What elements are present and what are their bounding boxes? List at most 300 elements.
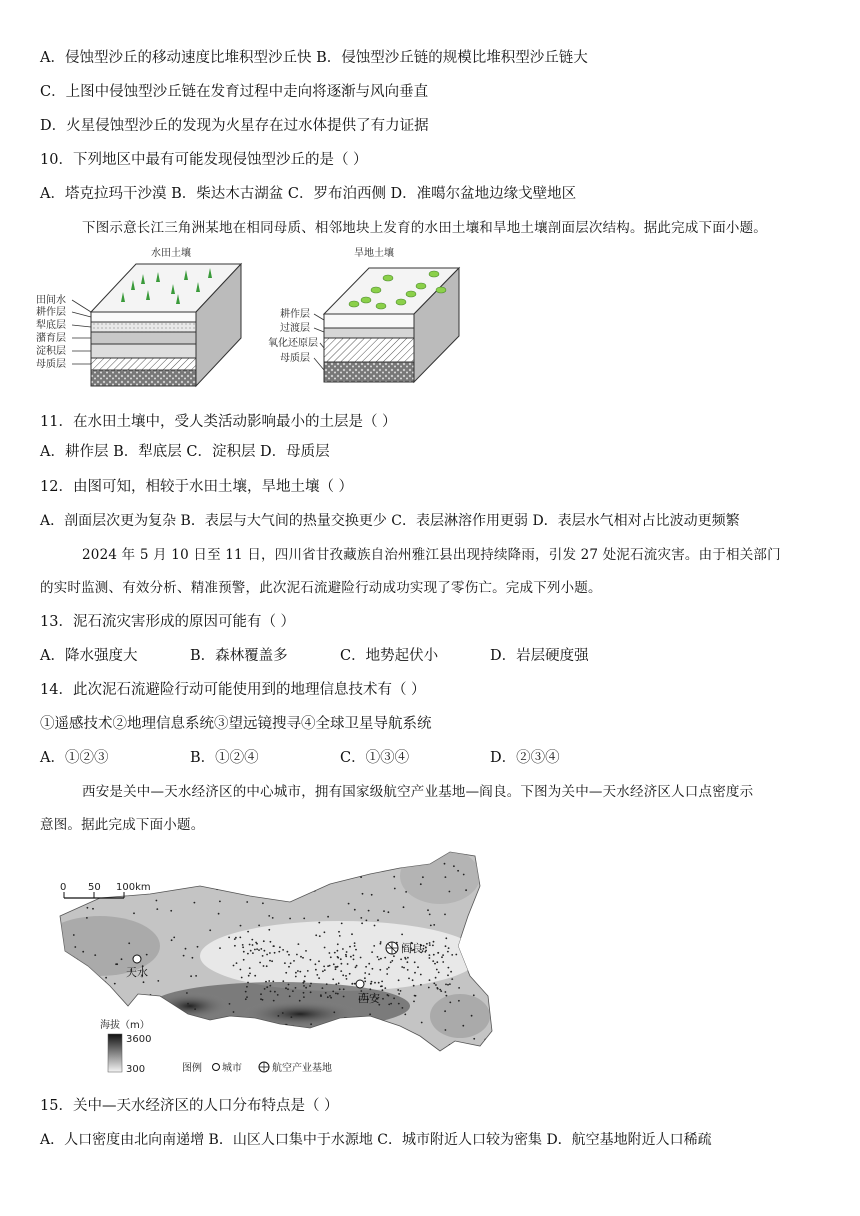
q11-options: A．耕作层 B．犁底层 C．淀积层 D．母质层 [40,444,330,460]
population-dot [249,967,251,969]
population-dot [341,1030,343,1032]
population-dot [295,987,297,989]
population-dot [455,954,457,956]
paddy-layer-0: 田间水 [36,295,66,306]
population-dot [310,1023,312,1025]
population-dot [382,989,384,991]
population-dot [92,1028,94,1030]
population-dot [430,925,432,927]
population-dot [315,969,317,971]
population-dot [309,985,311,987]
population-dot [187,1003,189,1005]
q13-option-a: A．降水强度大 [40,648,138,664]
population-dot [371,894,373,896]
population-dot [268,929,270,931]
population-dot [383,910,385,912]
q11-stem: 11．在水田土壤中，受人类活动影响最小的土层是（ ） [40,414,397,430]
dry-layer-labels [268,307,324,370]
population-dot [212,861,214,863]
population-dot [272,1027,274,1029]
population-dot [444,914,446,916]
population-dot [365,966,367,968]
q13-option-d: D．岩层硬度强 [490,648,589,664]
population-dot [231,859,233,861]
population-dot [371,951,373,953]
population-dot [368,963,370,965]
population-dot [412,979,414,981]
population-dot [156,1011,158,1013]
population-dot [465,889,467,891]
population-dot [249,944,251,946]
population-dot [262,902,264,904]
population-dot [352,869,354,871]
population-dot [284,962,286,964]
population-dot [379,1023,381,1025]
population-dot [247,982,249,984]
population-dot [288,984,290,986]
population-dot [401,934,403,936]
population-dot [323,966,325,968]
population-dot [398,979,400,981]
population-dot [347,963,349,965]
population-dot [472,967,474,969]
population-dot [393,997,395,999]
population-dot [117,864,119,866]
population-dot [266,965,268,967]
q9-options-ab: A．侵蚀型沙丘的移动速度比堆积型沙丘快 B．侵蚀型沙丘链的规模比堆积型沙丘链大 [40,50,588,66]
population-dot [445,984,447,986]
population-dot [354,942,356,944]
population-dot [254,949,256,951]
population-dot [266,986,268,988]
population-dot [236,962,238,964]
population-dot [426,943,428,945]
population-dot [329,952,331,954]
population-dot [444,863,446,865]
population-dot [340,958,342,960]
population-dot [278,1015,280,1017]
population-dot [377,919,379,921]
population-dot [361,922,363,924]
population-dot [321,858,323,860]
population-dot [320,994,322,996]
population-dot [277,994,279,996]
population-dot [369,988,371,990]
population-dot [194,902,196,904]
population-dot [364,972,366,974]
population-dot [413,985,415,987]
population-dot [408,978,410,980]
population-dot [170,910,172,912]
population-dot [200,874,202,876]
population-dot [66,906,68,908]
population-dot [382,998,384,1000]
population-dot [463,874,465,876]
population-dot [66,864,68,866]
population-dot [325,992,327,994]
soil-intro: 下图示意长江三角洲某地在相同母质、相邻地块上发育的水田土壤和旱地土壤剖面层次结构。据此完成下面小题。 [82,220,767,236]
population-dot [246,901,248,903]
population-dot [269,896,271,898]
q13-stem: 13．泥石流灾害形成的原因可能有（ ） [40,614,296,630]
population-dot [324,969,326,971]
population-dot [73,934,75,936]
population-dot [381,981,383,983]
population-dot [434,963,436,965]
population-dot [236,891,238,893]
population-dot [233,1036,235,1038]
population-dot [397,989,399,991]
population-dot [440,990,442,992]
population-dot [177,868,179,870]
q13-option-c: C．地势起伏小 [340,648,439,664]
population-dot [429,914,431,916]
population-dot [62,975,64,977]
population-dot [195,975,197,977]
population-dot [96,1028,98,1030]
population-dot [303,980,305,982]
population-dot [445,876,447,878]
population-dot [319,935,321,937]
population-dot [373,945,375,947]
population-dot [339,935,341,937]
population-dot [364,977,366,979]
population-dot [278,951,280,953]
population-dot [432,960,434,962]
population-dot [143,981,145,983]
population-dot [127,856,129,858]
population-dot [258,949,260,951]
population-dot [354,945,356,947]
population-dot [407,961,409,963]
population-dot [296,954,298,956]
population-dot [387,994,389,996]
population-dot [176,881,178,883]
population-dot [168,1037,170,1039]
population-dot [315,963,317,965]
q10-options: A．塔克拉玛干沙漠 B．柴达木古湖盆 C．罗布泊西侧 D．准噶尔盆地边缘戈壁地区 [40,186,577,202]
population-dot [379,969,381,971]
population-dot [311,1041,313,1043]
scale-label-100: 100km [116,882,151,893]
population-dot [255,942,257,944]
city-tianshui-label: 天水 [126,966,148,979]
population-dot [197,946,199,948]
population-dot [335,968,337,970]
population-dot [213,864,215,866]
population-dot [67,969,69,971]
population-dot [453,865,455,867]
population-dot [271,960,273,962]
population-dot [436,961,438,963]
population-dot [450,971,452,973]
population-dot [437,952,439,954]
population-dot [483,917,485,919]
population-dot [390,961,392,963]
paddy-soil-title: 水田土壤 [151,248,191,259]
dry-soil-title: 旱地土壤 [354,248,394,259]
population-dot [218,913,220,915]
population-dot [270,991,272,993]
population-dot [333,1011,335,1013]
population-dot [303,992,305,994]
population-dot [407,957,409,959]
population-dot [207,1028,209,1030]
population-dot [352,983,354,985]
population-dot [345,954,347,956]
population-dot [362,893,364,895]
population-dot [260,993,262,995]
population-dot [121,958,123,960]
population-dot [473,1038,475,1040]
population-dot [303,996,305,998]
q9-option-c: C．上图中侵蚀型沙丘链在发育过程中走向将逐渐与风向垂直 [40,84,429,100]
population-dot [274,991,276,993]
population-dot [316,974,318,976]
population-dot [245,998,247,1000]
population-dot [400,990,402,992]
population-dot [289,856,291,858]
population-dot [355,949,357,951]
population-dot [290,962,292,964]
population-dot [63,961,65,963]
population-dot [429,954,431,956]
population-dot [370,983,372,985]
population-dot [429,944,431,946]
population-dot [441,956,443,958]
population-dot [322,970,324,972]
population-dot [240,969,242,971]
population-dot [421,1022,423,1024]
population-dot [330,956,332,958]
population-dot [414,972,416,974]
population-dot [318,922,320,924]
population-dot [295,972,297,974]
population-dot [349,946,351,948]
population-dot [360,876,362,878]
population-dot [264,950,266,952]
population-dot [249,973,251,975]
population-dot [94,954,96,956]
population-dot [242,946,244,948]
population-dot [133,912,135,914]
population-dot [219,901,221,903]
population-dot [360,859,362,861]
population-dot [183,1030,185,1032]
population-dot [366,920,368,922]
population-dot [342,948,344,950]
population-dot [241,1031,243,1033]
population-dot [288,954,290,956]
population-dot [384,987,386,989]
population-dot [433,924,435,926]
population-dot [114,983,116,985]
population-dot [74,946,76,948]
population-dot [438,972,440,974]
population-dot [401,966,403,968]
population-dot [333,963,335,965]
population-dot [146,954,148,956]
population-dot [337,950,339,952]
population-dot [289,995,291,997]
population-dot [458,987,460,989]
population-dot [457,870,459,872]
population-dot [254,975,256,977]
city-xian-label: 西安 [358,992,380,1005]
population-dot [298,943,300,945]
population-dot [83,987,85,989]
q14-stem: 14．此次泥石流避险行动可能使用到的地理信息技术有（ ） [40,682,426,698]
population-dot [447,984,449,986]
population-dot [68,1024,70,1026]
population-dot [470,920,472,922]
population-dot [261,860,263,862]
population-dot [404,957,406,959]
population-dot [374,982,376,984]
population-dot [444,1010,446,1012]
population-dot [263,940,265,942]
population-dot [417,966,419,968]
population-dot [70,980,72,982]
population-dot [342,974,344,976]
population-dot [458,1000,460,1002]
population-dot [435,977,437,979]
population-dot [272,917,274,919]
population-dot [194,1032,196,1034]
population-dot [344,1030,346,1032]
population-dot [194,1008,196,1010]
population-dot [309,863,311,865]
population-dot [420,984,422,986]
population-dot [346,951,348,953]
population-dot [353,959,355,961]
population-dot [399,1030,401,1032]
population-dot [481,902,483,904]
population-dot [171,939,173,941]
population-dot [190,975,192,977]
population-dot [446,995,448,997]
population-dot [326,983,328,985]
population-dot [449,1002,451,1004]
q13-option-b: B．森林覆盖多 [190,648,288,664]
population-dot [96,1042,98,1044]
population-dot [343,996,345,998]
population-dot [375,1040,377,1042]
population-dot [228,937,230,939]
population-dot [262,999,264,1001]
population-dot [394,888,396,890]
population-dot [415,995,417,997]
population-dot [299,971,301,973]
population-dot [380,941,382,943]
population-dot [307,970,309,972]
population-dot [209,929,211,931]
paddy-layer-4: 淀积层 [36,346,66,357]
population-dot [185,948,187,950]
population-dot [390,1003,392,1005]
population-dot [337,943,339,945]
legend-city: 城市 [222,1063,242,1074]
population-dot [393,955,395,957]
population-dot [192,957,194,959]
q9-option-d: D．火星侵蚀型沙丘的发现为火星存在过水体提供了有力证据 [40,118,429,134]
population-dot [302,982,304,984]
population-dot [386,968,388,970]
population-dot [89,985,91,987]
population-dot [157,890,159,892]
population-dot [484,922,486,924]
population-dot [449,983,451,985]
population-dot [310,983,312,985]
aviation-base-yanliang [386,941,423,955]
population-dot [448,967,450,969]
population-dot [335,983,337,985]
population-dot [270,941,272,943]
population-dot [339,988,341,990]
population-dot [442,961,444,963]
population-dot [324,947,326,949]
population-dot [211,1038,213,1040]
population-dot [345,975,347,977]
population-dot [260,948,262,950]
population-dot [348,903,350,905]
population-dot [303,985,305,987]
population-dot [87,907,89,909]
population-dot [487,949,489,951]
population-dot [305,987,307,989]
population-dot [156,908,158,910]
population-dot [386,973,388,975]
population-dot [241,977,243,979]
population-dot [315,934,317,936]
population-dot [299,1000,301,1002]
population-dot [219,947,221,949]
population-dot [345,956,347,958]
elevation-max: 3600 [126,1034,152,1045]
population-dot [64,1037,66,1039]
population-dot [274,952,276,954]
population-dot [269,985,271,987]
population-dot [414,961,416,963]
population-dot [332,991,334,993]
population-dot [86,917,88,919]
population-dot [327,916,329,918]
population-dot [332,978,334,980]
population-dot [334,952,336,954]
population-dot [429,957,431,959]
population-dot [231,1038,233,1040]
population-dot [388,911,390,913]
population-dot [279,946,281,948]
population-dot [355,966,357,968]
population-dot [234,938,236,940]
population-dot [282,980,284,982]
population-dot [289,918,291,920]
population-dot [368,910,370,912]
population-dot [368,973,370,975]
dry-layer-1: 过渡层 [280,323,310,334]
population-dot [378,959,380,961]
population-dot [354,909,356,911]
population-dot [128,942,130,944]
population-dot [305,950,307,952]
population-dot [377,956,379,958]
population-dot [445,945,447,947]
scale-label-0: 0 [60,882,67,893]
population-dot [292,990,294,992]
population-dot [380,958,382,960]
population-dot [420,974,422,976]
